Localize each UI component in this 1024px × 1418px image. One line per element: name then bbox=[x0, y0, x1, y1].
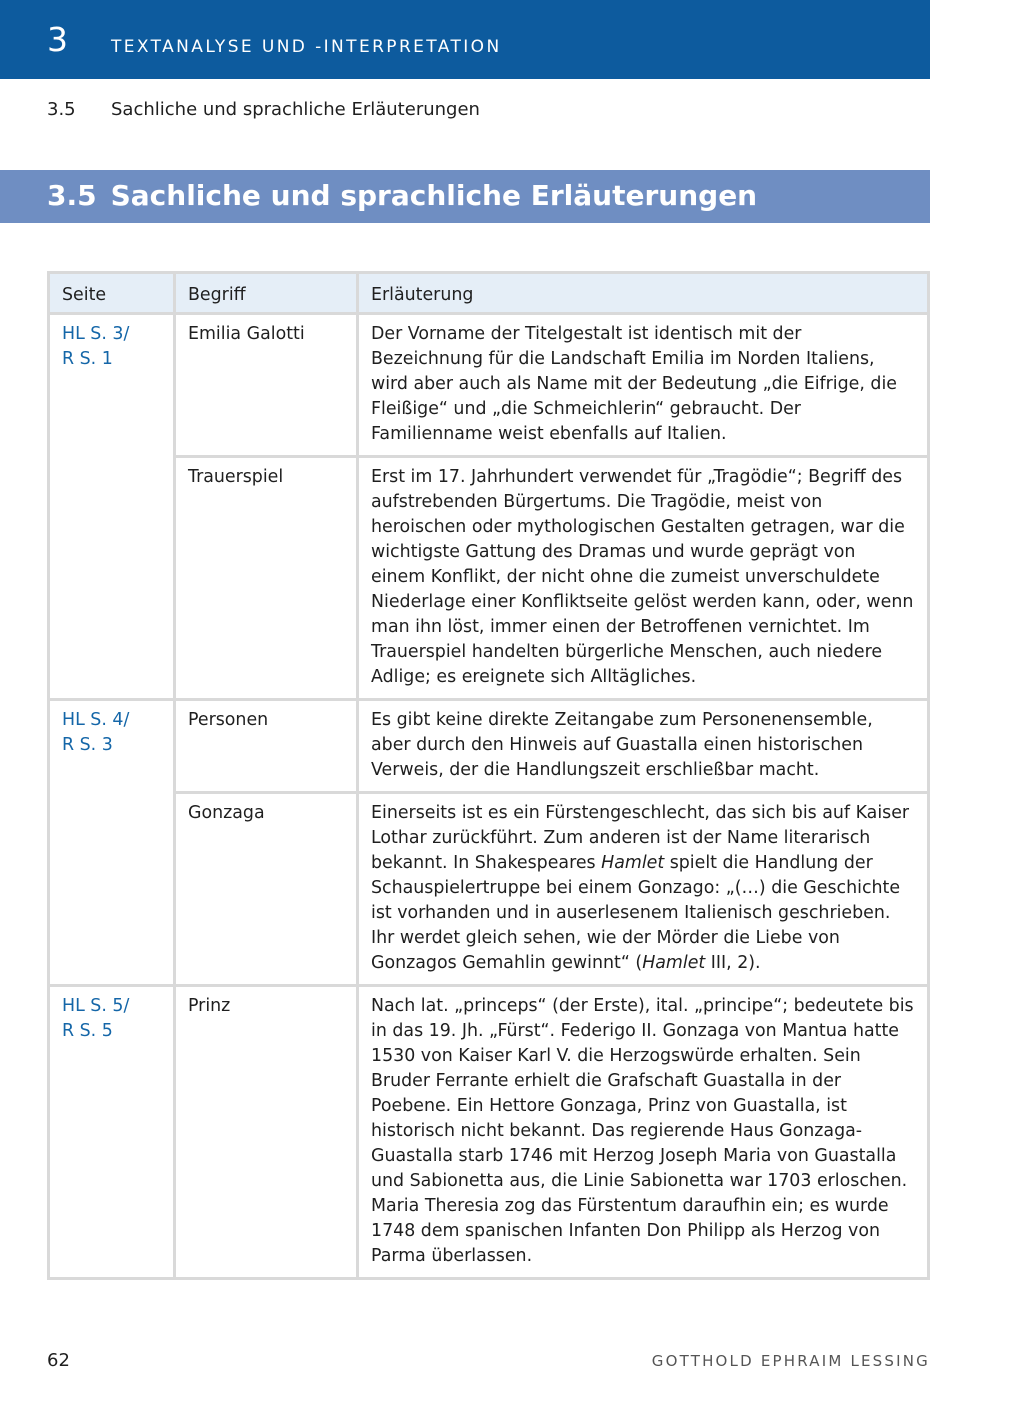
work-title-italic: Hamlet bbox=[601, 853, 665, 873]
erlaeuterung-text: Einerseits ist es ein Fürstengeschlecht, das sich bis auf Kaiser Lothar zurückführt. Zum anderen ist der Name literarisch bekannt. In Shakespeares bbox=[371, 803, 910, 873]
column-header-seite: Seite bbox=[49, 273, 175, 314]
seite-line: HL S. 5/ bbox=[62, 996, 130, 1016]
glossary-table bbox=[47, 271, 930, 1280]
begriff-cell: Emilia Galotti bbox=[175, 314, 358, 457]
footer-author: GOTTHOLD EPHRAIM LESSING bbox=[651, 1352, 930, 1370]
seite-cell bbox=[49, 700, 175, 986]
column-header-begriff: Begriff bbox=[175, 273, 358, 314]
section-heading bbox=[47, 179, 757, 213]
table-row bbox=[49, 986, 929, 1279]
erlaeuterung-text: III, 2). bbox=[705, 953, 761, 973]
table-row bbox=[49, 700, 929, 793]
table-row bbox=[49, 793, 929, 986]
seite-line: HL S. 4/ bbox=[62, 710, 130, 730]
section-banner bbox=[0, 170, 930, 223]
begriff-cell: Personen bbox=[175, 700, 358, 793]
running-section-number: 3.5 bbox=[47, 99, 76, 120]
table-row bbox=[49, 457, 929, 700]
work-title-italic: Hamlet bbox=[642, 953, 706, 973]
erlaeuterung-cell: Der Vorname der Titelgestalt ist identisch mit der Bezeichnung für die Landschaft Emilia im Norden Italiens, wird aber auch als Name mit der Bedeutung „die Eifrige, die Fleißige“ und „die Schmeichlerin“ gebraucht. Der Familienname weist ebenfalls auf Italien. bbox=[358, 314, 929, 457]
erlaeuterung-cell: Erst im 17. Jahrhundert verwendet für „Tragödie“; Begriff des aufstrebenden Bürgertums. Die Tragödie, meist von heroischen oder mythologischen Gestalten getragen, war die wichtigste Gattung des Dramas und wurde geprägt von einem Konflikt, der nicht ohne die zumeist unverschuldete Niederlage einer Konfliktseite gelöst werden kann, oder, wenn man ihn löst, immer einen der Betroffenen vernichtet. Im Trauerspiel handelten bürgerliche Menschen, auch niedere Adlige; es ereignete sich Alltägliches. bbox=[358, 457, 929, 700]
seite-line: R S. 1 bbox=[62, 349, 113, 369]
section-title: Sachliche und sprachliche Erläuterungen bbox=[110, 179, 758, 212]
chapter-title: TEXTANALYSE UND -INTERPRETATION bbox=[111, 37, 502, 57]
erlaeuterung-text: spielt die Handlung der Schauspielertruppe bei einem Gonzago: „(…) die Geschichte ist vorhanden und in auserlesenem Italienisch geschrieben. Ihr werdet gleich sehen, wie der Mörder die Liebe von Gonzagos Gemahlin gewinnt“ ( bbox=[371, 853, 901, 973]
seite-line: R S. 3 bbox=[62, 735, 113, 755]
running-head bbox=[47, 98, 480, 122]
column-header-erlaeuterung: Erläuterung bbox=[358, 273, 929, 314]
section-number: 3.5 bbox=[47, 179, 97, 212]
table-row bbox=[49, 314, 929, 457]
page-number: 62 bbox=[47, 1350, 70, 1371]
chapter-number: 3 bbox=[47, 20, 68, 59]
running-section-title: Sachliche und sprachliche Erläuterungen bbox=[111, 99, 480, 120]
chapter-header-bar bbox=[0, 0, 930, 79]
erlaeuterung-cell bbox=[358, 793, 929, 986]
begriff-cell: Trauerspiel bbox=[175, 457, 358, 700]
seite-cell bbox=[49, 314, 175, 700]
begriff-cell: Prinz bbox=[175, 986, 358, 1279]
seite-cell bbox=[49, 986, 175, 1279]
begriff-cell: Gonzaga bbox=[175, 793, 358, 986]
seite-line: HL S. 3/ bbox=[62, 324, 130, 344]
seite-line: R S. 5 bbox=[62, 1021, 113, 1041]
erlaeuterung-cell: Es gibt keine direkte Zeitangabe zum Personenensemble, aber durch den Hinweis auf Guastalla einen historischen Verweis, der die Handlungszeit erschließbar macht. bbox=[358, 700, 929, 793]
erlaeuterung-cell: Nach lat. „princeps“ (der Erste), ital. „principe“; bedeutete bis in das 19. Jh. „Fürst“. Federigo II. Gonzaga von Mantua hatte 1530 von Kaiser Karl V. die Herzogswürde erhalten. Sein Bruder Ferrante erhielt die Grafschaft Guastalla in der Poebene. Ein Hettore Gonzaga, Prinz von Guastalla, ist historisch nicht bekannt. Das regierende Haus Gonzaga-Guastalla starb 1746 mit Herzog Joseph Maria von Guastalla und Sabionetta aus, die Linie Sabionetta war 1703 erloschen. Maria Theresia zog das Fürstentum daraufhin ein; es wurde 1748 dem spanischen Infanten Don Philipp als Herzog von Parma überlassen. bbox=[358, 986, 929, 1279]
table-header-row bbox=[49, 273, 929, 314]
